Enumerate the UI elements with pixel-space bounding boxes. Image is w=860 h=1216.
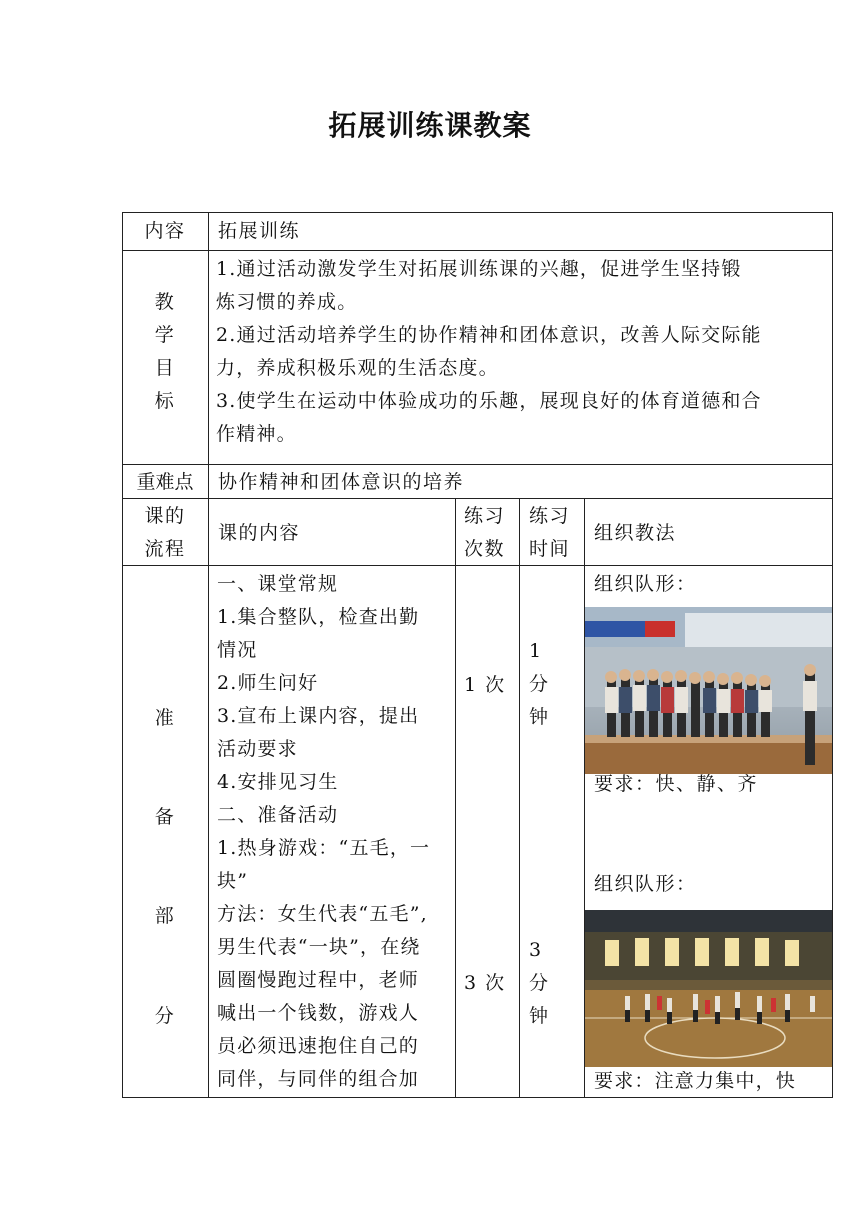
prep-line: 活动要求: [217, 738, 298, 760]
formation-photo-2: [585, 910, 832, 1067]
duration-1: 1 分 钟: [529, 640, 550, 728]
header-duration: 练习 时间: [529, 505, 571, 560]
goal-line: 2.通过活动培养学生的协作精神和团体意识，改善人际交际能: [216, 324, 762, 346]
goal-line: 力，养成积极乐观的生活态度。: [216, 357, 499, 379]
prep-line: 员必须迅速抱住自己的: [217, 1035, 420, 1057]
key-label: 重难点: [136, 471, 194, 493]
page-title: 拓展训练课教案: [328, 109, 532, 142]
times-1: 1 次: [464, 674, 506, 696]
prep-label-1: 准: [154, 707, 176, 729]
prep-line: 2.师生问好: [217, 672, 319, 694]
prep-line: 男生代表“一块”，在绕: [217, 936, 421, 958]
goal-list: [216, 253, 830, 451]
content-value: 拓展训练: [218, 220, 301, 242]
header-times: 练习 次数: [464, 505, 506, 560]
prep-label-4: 分: [154, 1005, 176, 1027]
header-method: 组织教法: [594, 522, 677, 544]
prep-line: 二、准备活动: [217, 804, 339, 826]
lesson-plan-table: [122, 212, 833, 1098]
duration-2: 3 分 钟: [529, 939, 550, 1027]
method-2-requirement: 要求：注意力集中，快: [594, 1070, 797, 1092]
prep-label-2: 备: [154, 806, 176, 828]
formation-photo-1: [585, 607, 832, 774]
prep-line: 圆圈慢跑过程中，老师: [217, 969, 420, 991]
method-2-label: 组织队形：: [594, 873, 697, 895]
goal-line: 炼习惯的养成。: [216, 291, 358, 313]
goal-line: 3.使学生在运动中体验成功的乐趣，展现良好的体育道德和合: [216, 390, 762, 412]
method-1-label: 组织队形：: [594, 573, 697, 595]
prep-line: 1.集合整队，检查出勤: [217, 606, 420, 628]
header-content: 课的内容: [218, 522, 301, 544]
key-value: 协作精神和团体意识的培养: [218, 471, 465, 493]
prep-line: 1.热身游戏：“五毛，一: [217, 837, 431, 859]
prep-line: 喊出一个钱数，游戏人: [217, 1002, 420, 1024]
content-label: 内容: [144, 220, 186, 242]
prep-line: 3.宣布上课内容，提出: [217, 705, 420, 727]
prep-line: 情况: [217, 639, 258, 661]
goal-line: 1.通过活动激发学生对拓展训练课的兴趣，促进学生坚持锻: [216, 258, 742, 280]
prep-line: 同伴，与同伴的组合加: [217, 1068, 420, 1090]
goal-label: 教 学 目 标: [154, 291, 176, 412]
times-2: 3 次: [464, 972, 506, 994]
prep-line: 4.安排见习生: [217, 771, 339, 793]
prep-label-3: 部: [154, 905, 176, 927]
method-1-requirement: 要求：快、静、齐: [594, 773, 759, 795]
prep-line: 一、课堂常规: [217, 573, 339, 595]
prep-line: 方法：女生代表“五毛”,: [217, 903, 428, 925]
header-flow: 课的 流程: [144, 505, 186, 560]
goal-line: 作精神。: [216, 423, 297, 445]
prep-line: 块”: [217, 870, 249, 892]
prep-content: [217, 568, 453, 1096]
